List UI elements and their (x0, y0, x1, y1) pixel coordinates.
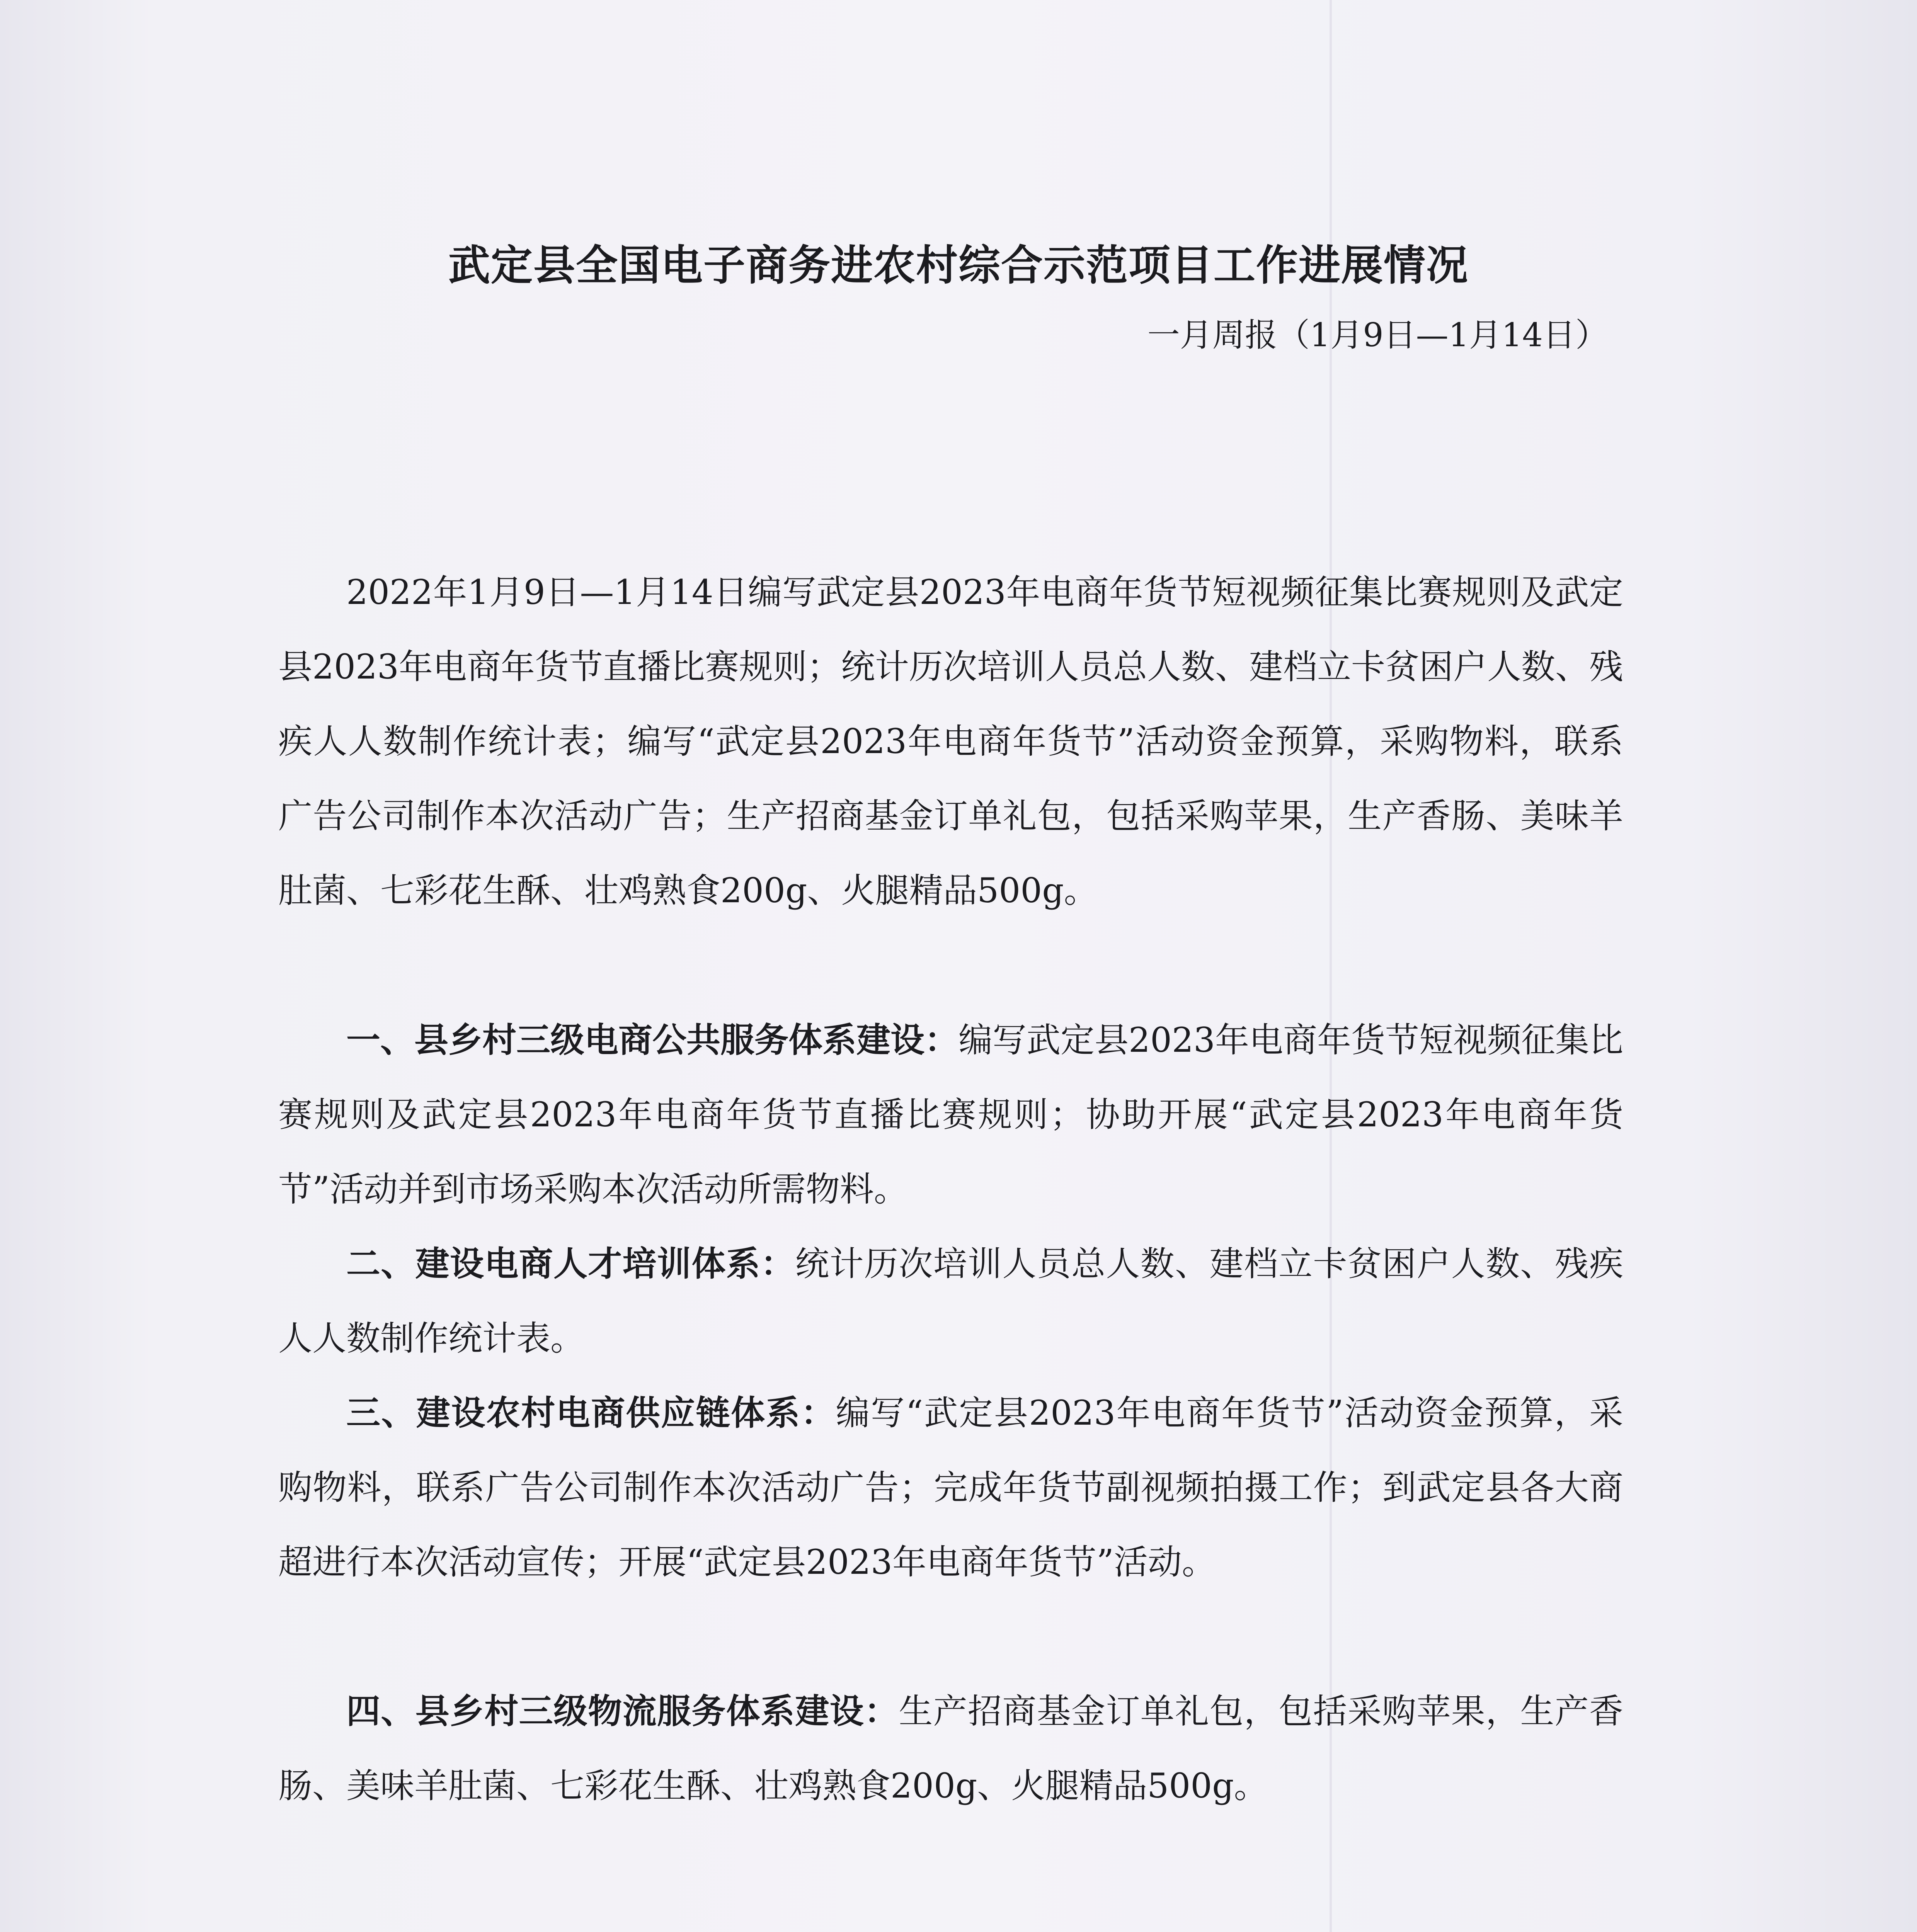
section-body: 编写武定县2023年电商年货节短视频征集比赛规则及武定县2023年电商年货节直播比赛规则；协助开展“武定县2023年电商年货节”活动并到市场采购本次活动所需物料。 (278, 1020, 1623, 1209)
intro-paragraph: 2022年1月9日—1月14日编写武定县2023年电商年货节短视频征集比赛规则及武定县2023年电商年货节直播比赛规则；统计历次培训人员总人数、建档立卡贫困户人数、残疾人人数制作统计表；编写“武定县2023年电商年货节”活动资金预算，采购物料，联系广告公司制作本次活动广告；生产招商基金订单礼包，包括采购苹果，生产香肠、美味羊肚菌、七彩花生酥、壮鸡熟食200g、火腿精品500g。 (278, 572, 1623, 910)
section-body: 生产招商基金订单礼包，包括采购苹果，生产香肠、美味羊肚菌、七彩花生酥、壮鸡熟食200g、火腿精品500g。 (278, 1691, 1623, 1806)
section-body: 编写“武定县2023年电商年货节”活动资金预算，采购物料，联系广告公司制作本次活动广告；完成年货节副视频拍摄工作；到武定县各大商超进行本次活动宣传；开展“武定县2023年电商年货节”活动。 (278, 1393, 1623, 1582)
section-paragraph (278, 1376, 1623, 1599)
section-heading: 二、建设电商人才培训体系： (346, 1244, 795, 1284)
section-body: 统计历次培训人员总人数、建档立卡贫困户人数、残疾人人数制作统计表。 (278, 1244, 1623, 1358)
section-paragraph (278, 1226, 1623, 1376)
section-paragraph (278, 1003, 1623, 1226)
report-period: 一月周报（1月9日—1月14日） (1147, 316, 1608, 354)
document-title: 武定县全国电子商务进农村综合示范项目工作进展情况 (448, 242, 1469, 290)
section-heading: 三、建设农村电商供应链体系： (346, 1393, 836, 1433)
section-heading: 一、县乡村三级电商公共服务体系建设： (346, 1020, 959, 1060)
section-paragraph (278, 1674, 1623, 1823)
section-heading: 四、县乡村三级物流服务体系建设： (346, 1691, 899, 1731)
